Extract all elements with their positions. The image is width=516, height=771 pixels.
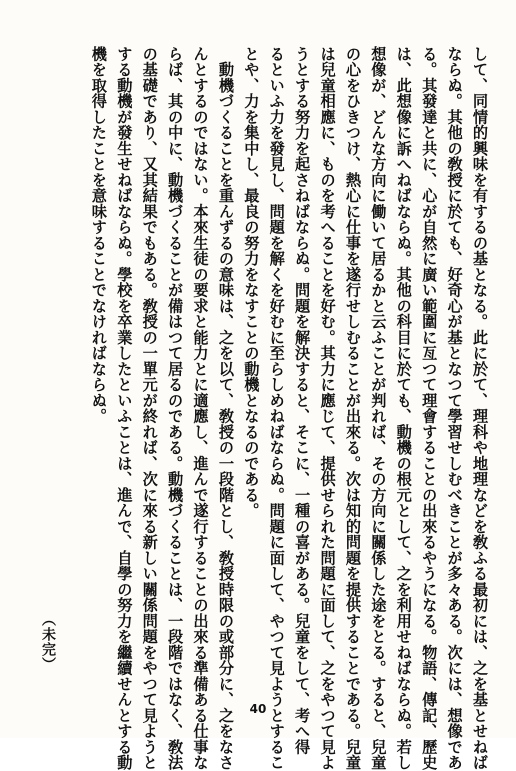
text-column: する動機が發生せねばならぬ。學校を卒業したといふことは、進んで、自學の努力を繼續せんとする動	[115, 46, 134, 771]
page-number: 40	[249, 702, 267, 716]
text-column: して、同情的興味を有するの基となる。此に於て、理科や地理などを敎ふる最初には、之を基とせねば	[471, 46, 489, 771]
text-column: ならぬ。其他の敎授に於ても、好奇心が基となつて學習せしむべきことが多々ある。次には、想像であ	[445, 46, 464, 771]
text-column: は兒童相應に、ものを考へることを好む。其力に應じて、提供せられた問題に面して、之をやつて見よ	[318, 46, 337, 771]
to-be-continued-note: （未完）	[40, 612, 56, 672]
text-column: 動機づくることを重んずるの意味は、之を以て、敎授の一段階とし、敎授時限の或部分に、之をなさ	[216, 46, 235, 771]
text-column: らば、其の中に、動機づくることが備はつて居るのである。動機づくることは、一段階ではなく、敎法	[166, 46, 185, 771]
text-column: 機を取得したことを意味することでなければならぬ。	[89, 46, 108, 424]
text-column: とや、力を集中し、最良の努力をなすことの動機となるのである。	[242, 46, 261, 519]
text-column: の心をひきつけ、熱心に仕事を遂行せしむることが出來る。次は知的問題を提供することである。兒童	[343, 46, 362, 771]
text-column: るといふ力を發見し、問題を解くを好むに至らしめねばならぬ。問題に面して、やつて見ようとするこ	[267, 46, 286, 771]
text-column: の基礎であり、又其結果でもある。敎授の一單元が終れば、次に來る新しい關係問題をやつて見ようと	[140, 46, 159, 771]
text-column: うとする努力を起さねばならぬ。問題を解決すると、そこに、一種の喜がある。兒童をして、考へ得	[293, 46, 312, 755]
text-column: んとするのではない。本來生徒の要求と能力とに適應し、進んで遂行することの出來る準備ある仕事な	[191, 46, 210, 771]
text-column: る。其發達と共に、心が自然に廣い範圍に亙つて理會することの出來るやうになる。物語、傳記、歷史	[420, 46, 439, 771]
text-column: は、此想像に訴へねばならぬ。其他の科目に於ても、動機の根元として、之を利用せねばならぬ。若し	[394, 46, 413, 771]
text-column: 想像が、どんな方向に働いて居るかと云ふことが判れば、その方向に關係した途をとる。すると、兒童	[369, 46, 388, 771]
